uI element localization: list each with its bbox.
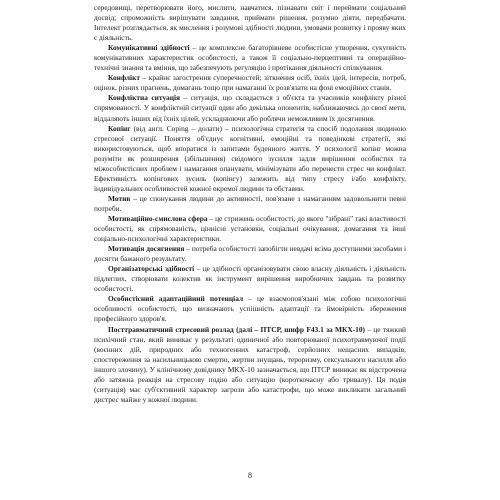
- glossary-entry: [94, 194, 406, 214]
- entry-term: Мотив: [108, 193, 131, 203]
- entry-text: – це взаємопов'язані між собою психологічні особливості особистості, що визначають успішність адаптації та ймовірність збереження професійного здоров'я.: [94, 294, 407, 324]
- entry-term: Мотиваційно-смислова сфера: [108, 213, 208, 223]
- entry-term: Мотивація досягнення: [108, 244, 185, 254]
- entry-text: середовищі, перетворювати його, мислити, навчатися, пізнавати світ і переймати соціальний досвід; спроможність вирішувати завдання, приймати рішення, розумно діяти, передбачати. Інтелект розглядається, як мислення і розумові здібності людини, умовами розвитку і прояву яких є діяльність.: [94, 3, 406, 43]
- page-number: 8: [248, 471, 252, 480]
- entry-term: Конфлікт: [108, 73, 140, 83]
- entry-term: Організаторські здібності: [108, 264, 195, 274]
- glossary-entry: [94, 214, 406, 244]
- entry-term: Копінг: [108, 123, 131, 133]
- entry-text: – це комплексне багаторівневе особистісне утворення, сукупність комунікативних характеристик особистості, а також її соціально-перцептивні та операційно-технічні знання та вміння, що забезпечують регуляцію і протікання діяльності спілкування.: [94, 43, 406, 73]
- glossary-entry: [94, 244, 406, 264]
- entry-term: Особистісний адаптаційний потенціал: [108, 294, 244, 304]
- entry-term: Конфліктна ситуація: [108, 93, 181, 103]
- entry-text: – потреба особистості запобігти невдачі всіма доступними засобами і досягти бажаного результату.: [94, 244, 406, 264]
- entry-text: – це здібності організовувати свою власну діяльність і діяльність підлеглих, створювати колектив як інструмент вирішення виробничих завдань та розвитку особистості.: [94, 264, 406, 294]
- entry-term: Комунікативні здібності: [108, 43, 190, 53]
- glossary-entry: [94, 294, 406, 324]
- glossary-entry-intellect-continued: [94, 3, 406, 43]
- glossary-entry: [94, 43, 406, 73]
- glossary-text: [94, 3, 406, 405]
- entry-text: – це стрижень особистості, до якого "зібрані" такі властивості особистості, як спрямованість, ціннісні установки, соціальні очікування, домагання та інші соціально-психологічні характеристики.: [94, 213, 406, 244]
- entry-text: – це спонукання людини до активності, пов'язане з намаганням задовольнити певні потреби.: [94, 193, 406, 213]
- glossary-entry: [94, 264, 406, 294]
- entry-text: – ситуація, що складається з об'єкта та учасників конфлікту різної спрямованості. У конфліктній ситуації один або декілька опонентів, наближаючись до своєї мети, віддаляють інших від їхніх цілей, ускладнюючи або роблячи неможливим їх досягнення.: [94, 93, 406, 123]
- entry-text: – крайнє загострення суперечностей; зіткнення осіб, їхніх ідей, інтересів, потреб, оцінок, різних прагнень, домагань тощо при намаганні їх розв'язати на фоні емоційних станів.: [94, 73, 406, 93]
- glossary-entry: [94, 124, 406, 194]
- glossary-entry: [94, 325, 406, 405]
- entry-text: (від англ. Coping – долати) – психологічна стратегія та спосіб подолання людиною стресової ситуації. Поняття об'єднує когнітивні, емоційні та поведінкові стратегії, які використовуються, щоб впоратися із запитами буденного життя. У психології копінг можна розуміти як розширення (збільшення) свідомого зусилля задля вирішення особистих та міжособистісних проблем і намагання опанувати, мінімізувати або перенести стрес чи конфлікт. Ефективність копінгових зусиль (копінгу) залежить від типу стресу і/або конфлікту, індивідуальних особливостей кожної окремої людини та обставин.: [94, 123, 406, 193]
- entry-text: – це тяжкий психічний стан, який виникає у результаті одиничної або повторюваної психотравмуючої події (воєнних дій, природних або техногенних катастроф, серйозних нещасних випадків, спостереження за насильницькою смертю, жертви знущань, тероризму, сексуального насилля або іншого злочину). У клінічному довіднику МКХ-10 зазначається, що ПТСР виникає як відстрочена або затяжна реакція на стресову подію або ситуацію (короткочасну або тривалу). Ця подія (ситуація) має суб'єктивний характер загрози або катастрофи, що може викликати загальний дистрес майже у кожної людини.: [94, 324, 406, 404]
- glossary-entry: [94, 93, 406, 123]
- glossary-entry: [94, 73, 406, 93]
- entry-term: Посттравматичний стресовий розлад (далі – ПТСР, шифр F43.1 за МКХ-10): [108, 324, 366, 334]
